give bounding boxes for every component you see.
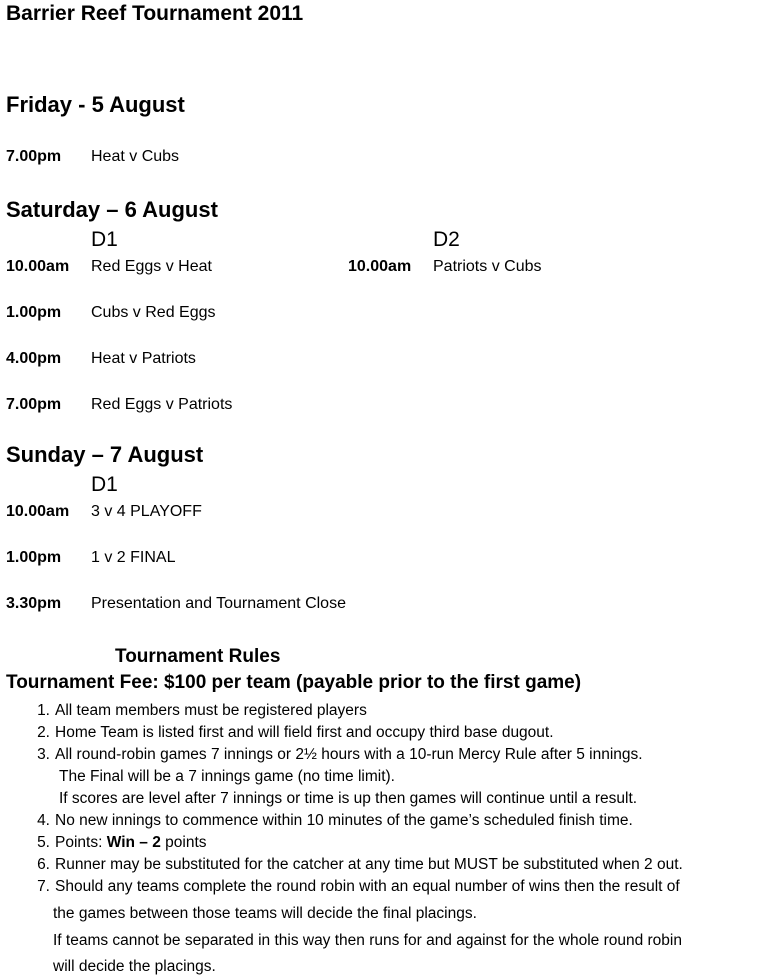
division-heading-d1: D1 — [91, 228, 118, 251]
division-heading-d1: D1 — [91, 473, 118, 496]
rule-text: Home Team is listed first and will field first and occupy third base dugout. — [55, 724, 554, 741]
rule-continuation: the games between those teams will decide the final placings. — [53, 905, 477, 922]
rule-continuation: If teams cannot be separated in this way then runs for and against for the whole round robin — [53, 932, 682, 949]
rule-number: 4. — [37, 812, 50, 829]
rule-text-bold: Win – 2 — [106, 834, 161, 851]
game-time: 7.00pm — [6, 148, 62, 165]
rule-number: 6. — [37, 856, 50, 873]
day-heading-saturday: Saturday – 6 August — [6, 197, 218, 222]
rule-number: 1. — [37, 702, 50, 719]
game-match: Heat v Cubs — [91, 148, 180, 165]
rule-item — [28, 702, 367, 720]
rule-item — [28, 856, 683, 874]
division-heading-d2: D2 — [433, 228, 460, 251]
game-time: 1.00pm — [6, 549, 62, 566]
rules-heading: Tournament Rules — [115, 646, 281, 667]
tournament-fee: Tournament Fee: $100 per team (payable prior to the first game) — [6, 672, 582, 693]
rule-item — [28, 746, 643, 764]
rule-text-prefix: Points: — [55, 834, 107, 851]
rule-number: 7. — [37, 878, 50, 895]
rule-text: Runner may be substituted for the catcher at any time but MUST be substituted when 2 out. — [55, 856, 683, 873]
game-time: 7.00pm — [6, 396, 62, 413]
rule-continuation: will decide the placings. — [53, 958, 216, 975]
rule-number: 3. — [37, 746, 50, 763]
rule-item — [28, 724, 554, 742]
game-match: Heat v Patriots — [91, 350, 196, 367]
rule-text: Should any teams complete the round robin with an equal number of wins then the result of — [55, 878, 680, 895]
rule-continuation: If scores are level after 7 innings or time is up then games will continue until a result. — [59, 790, 638, 807]
day-heading-sunday: Sunday – 7 August — [6, 442, 204, 467]
game-match: Cubs v Red Eggs — [91, 304, 216, 321]
rule-text-suffix: points — [160, 834, 207, 851]
game-time: 4.00pm — [6, 350, 62, 367]
rule-text: All team members must be registered players — [55, 702, 367, 719]
game-time-d2: 10.00am — [348, 258, 412, 275]
game-match: Red Eggs v Patriots — [91, 396, 233, 413]
game-time: 1.00pm — [6, 304, 62, 321]
game-time: 10.00am — [6, 503, 70, 520]
game-match: Presentation and Tournament Close — [91, 595, 346, 612]
rule-item — [28, 834, 207, 852]
game-match-d2: Patriots v Cubs — [433, 258, 542, 275]
game-match: 1 v 2 FINAL — [91, 549, 176, 566]
rule-number: 2. — [37, 724, 50, 741]
rule-item — [28, 878, 680, 896]
rule-item — [28, 812, 633, 830]
game-time: 10.00am — [6, 258, 70, 275]
rule-text: No new innings to commence within 10 minutes of the game’s scheduled finish time. — [55, 812, 633, 829]
game-match: 3 v 4 PLAYOFF — [91, 503, 202, 520]
rule-number: 5. — [37, 834, 50, 851]
game-match: Red Eggs v Heat — [91, 258, 212, 275]
day-heading-friday: Friday - 5 August — [6, 92, 185, 117]
rule-text: All round-robin games 7 innings or 2½ hours with a 10-run Mercy Rule after 5 innings. — [55, 746, 643, 763]
game-time: 3.30pm — [6, 595, 62, 612]
page-title: Barrier Reef Tournament 2011 — [6, 2, 304, 25]
rule-continuation: The Final will be a 7 innings game (no time limit). — [59, 768, 395, 785]
